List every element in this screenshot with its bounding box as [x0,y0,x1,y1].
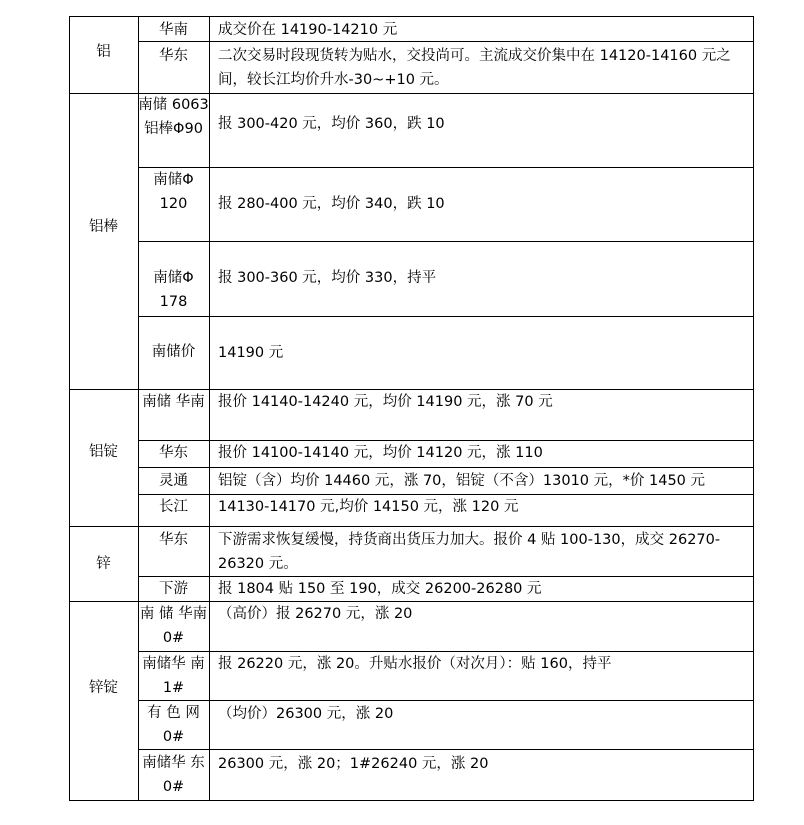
price-cell: 报 26220 元，涨 20。升贴水报价（对次月）：贴 160，持平 [218,656,612,672]
price-cell: 报 300-420 元，均价 360，跌 10 [218,116,445,132]
row-divider [138,467,754,468]
subcategory-cell: 南储Φ 120 [153,172,194,212]
price-cell: 26300 元，涨 20；1#26240 元，涨 20 [218,756,489,772]
subcategory-cell: 长江 [159,499,188,515]
category-cell: 铝棒 [89,219,118,235]
subcategory-cell: 南 储 华南 0# [139,606,208,646]
subcategory-cell: 华东 [159,532,188,548]
row-divider [138,700,754,701]
row-divider [138,241,754,242]
subcategory-cell: 南储价 [151,344,196,360]
subcategory-cell: 南储 6063 铝棒Φ90 [138,97,209,137]
price-cell: 报 300-360 元，均价 330，持平 [218,270,437,286]
price-cell: 成交价在 14190-14210 元 [218,22,398,38]
row-divider [138,316,754,317]
price-cell: 铝锭（含）均价 14460 元，涨 70，铝锭（不含）13010 元，*价 1450 元 [218,473,706,489]
row-divider [138,749,754,750]
subcategory-cell: 南储 华南 [142,394,205,410]
subcategory-cell: 下游 [159,581,188,597]
table-border-right [753,16,754,801]
subcategory-cell: 华东 [159,48,188,64]
subcategory-cell: 灵通 [159,473,188,489]
price-cell: 14190 元 [218,345,284,361]
price-cell: （均价）26300 元，涨 20 [218,706,394,722]
price-cell: 14130-14170 元,均价 14150 元，涨 120 元 [218,499,519,515]
column-divider [209,16,210,801]
category-cell: 锌 [96,556,111,572]
subcategory-cell: 南储华 东 0# [142,755,205,795]
price-cell: （高价）报 26270 元，涨 20 [218,606,413,622]
price-table [69,16,754,801]
table-border-top [69,16,754,17]
subcategory-cell: 华南 [159,22,188,38]
price-cell: 报 280-400 元，均价 340，跌 10 [218,196,445,212]
subcategory-cell: 有 色 网 0# [147,705,200,745]
price-cell: 二次交易时段现货转为贴水，交投尚可。主流成交价集中在 14120-14160 元之间，较长江均价升水-30~+10 元。 [218,48,731,88]
price-cell: 报价 14100-14140 元，均价 14120 元，涨 110 [218,445,543,461]
subcategory-cell: 南储Φ 178 [153,270,194,310]
subcategory-cell: 华东 [159,445,188,461]
price-cell: 报价 14140-14240 元，均价 14190 元，涨 70 元 [218,394,553,410]
price-cell: 报 1804 贴 150 至 190，成交 26200-26280 元 [218,581,542,597]
price-cell: 下游需求恢复缓慢，持货商出货压力加大。报价 4 贴 100-130，成交 26270-26320 元。 [218,532,721,572]
group-divider [69,526,754,527]
category-cell: 铝 [96,44,111,60]
table-border-bottom [69,800,754,801]
category-cell: 铝锭 [89,444,118,460]
category-cell: 锌锭 [89,680,118,696]
row-divider [138,167,754,168]
subcategory-cell: 南储华 南 1# [142,656,205,696]
